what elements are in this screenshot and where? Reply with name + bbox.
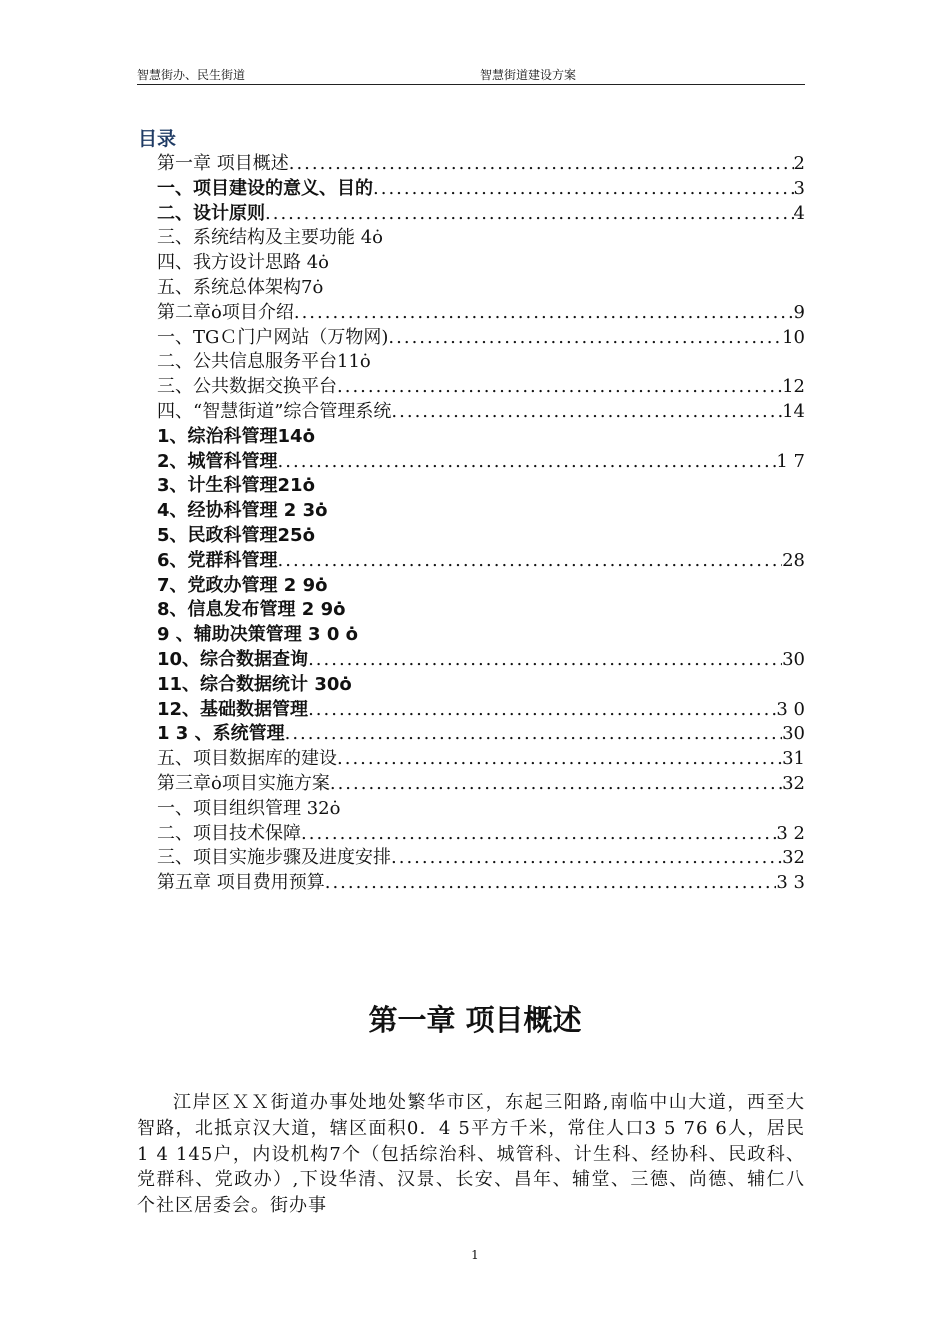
toc-entry-title: 6、党群科管理 (157, 549, 278, 571)
toc-entry-page: 32 (782, 847, 805, 869)
toc-entry-page: 32 (782, 772, 805, 794)
toc-leader-dots (301, 822, 776, 847)
toc-entry-page: 3 2 (776, 822, 805, 844)
toc-entry-page: 2 (793, 153, 805, 174)
toc-entry-title: 二、公共信息服务平台11ȯ (157, 351, 371, 373)
toc-entry-page: 12 (782, 376, 805, 398)
toc-entry-title: 二、项目技术保障 (157, 822, 301, 844)
toc-leader-dots (285, 722, 783, 747)
toc-entry-page: 3 3 (776, 872, 805, 894)
toc-entry-page: 9 (793, 301, 805, 323)
toc-entry[interactable] (157, 698, 805, 723)
toc-entry[interactable] (157, 251, 805, 276)
table-of-contents (157, 152, 805, 896)
toc-entry-title: 10、综合数据查询 (157, 648, 309, 670)
toc-entry[interactable] (157, 375, 805, 400)
toc-entry-title: 第三章ȯ项目实施方案 (157, 772, 330, 794)
toc-leader-dots (330, 772, 782, 797)
toc-entry-title: 一、项目组织管理 32ȯ (157, 797, 341, 819)
toc-entry-title: 第五章 项目费用预算 (157, 872, 325, 894)
toc-entry[interactable] (157, 152, 805, 177)
toc-leader-dots (308, 698, 776, 723)
toc-entry[interactable] (157, 524, 805, 549)
toc-entry-title: 12、基础数据管理 (157, 698, 309, 720)
toc-entry-title: 3、计生科管理21ȯ (157, 475, 315, 497)
toc-leader-dots (289, 152, 794, 177)
toc-leader-dots (294, 301, 794, 326)
toc-entry-title: 第一章 项目概述 (157, 153, 289, 174)
toc-entry[interactable] (157, 673, 805, 698)
toc-entry[interactable] (157, 400, 805, 425)
toc-entry-title: 四、我方设计思路 4ȯ (157, 252, 330, 274)
toc-entry-title: 一、项目建设的意义、目的 (157, 177, 373, 199)
toc-entry-title: 8、信息发布管理 2 9ȯ (157, 599, 346, 621)
toc-entry-page: 30 (782, 648, 805, 670)
toc-title: 目录 (138, 128, 177, 150)
toc-entry-page: 10 (782, 326, 805, 348)
toc-entry-title: 9 、辅助决策管理 3 0 ȯ (157, 624, 359, 646)
toc-entry[interactable] (157, 425, 805, 450)
toc-entry-page: 4 (793, 202, 805, 224)
toc-entry-title: 三、系统结构及主要功能 4ȯ (157, 227, 384, 249)
toc-leader-dots (391, 400, 782, 425)
toc-entry-page: 31 (782, 748, 805, 770)
toc-entry[interactable] (157, 797, 805, 822)
toc-leader-dots (308, 648, 782, 673)
toc-leader-dots (265, 202, 794, 227)
toc-leader-dots (391, 846, 782, 871)
toc-entry[interactable] (157, 871, 805, 896)
toc-entry[interactable] (157, 648, 805, 673)
toc-leader-dots (337, 747, 782, 772)
toc-entry-page: 28 (782, 549, 805, 571)
toc-entry[interactable] (157, 623, 805, 648)
toc-entry[interactable] (157, 822, 805, 847)
toc-entry[interactable] (157, 846, 805, 871)
toc-entry-title: 三、项目实施步骤及进度安排 (157, 847, 391, 869)
toc-entry[interactable] (157, 326, 805, 351)
header-right: 智慧街道建设方案 (480, 68, 577, 82)
toc-entry[interactable] (157, 722, 805, 747)
toc-entry[interactable] (157, 598, 805, 623)
toc-leader-dots (325, 871, 777, 896)
toc-entry[interactable] (157, 574, 805, 599)
toc-entry[interactable] (157, 450, 805, 475)
toc-entry-page: 30 (782, 723, 805, 745)
toc-entry-title: 五、项目数据库的建设 (157, 748, 337, 770)
toc-entry-title: 2、城管科管理 (157, 450, 278, 472)
toc-entry-title: 1 3 、系统管理 (157, 723, 285, 745)
toc-entry-page: 3 (793, 177, 805, 199)
toc-entry-title: 11、综合数据统计 30ȯ (157, 673, 352, 695)
toc-entry-title: 一、TGＣ门户网站（万物网) (157, 326, 389, 348)
toc-entry-title: 五、系统总体架构7ȯ (157, 276, 324, 298)
toc-entry-title: 4、经协科管理 2 3ȯ (157, 500, 328, 522)
toc-entry-page: 1 7 (776, 450, 805, 472)
toc-entry-page: 14 (782, 400, 805, 422)
toc-leader-dots (388, 326, 782, 351)
toc-entry[interactable] (157, 474, 805, 499)
toc-entry[interactable] (157, 499, 805, 524)
toc-entry-title: 5、民政科管理25ȯ (157, 524, 315, 546)
toc-entry-title: 1、综治科管理14ȯ (157, 425, 315, 447)
toc-entry-title: 第二章ȯ项目介绍 (157, 301, 294, 323)
toc-entry[interactable] (157, 747, 805, 772)
toc-entry[interactable] (157, 226, 805, 251)
toc-entry-title: 二、设计原则 (157, 202, 265, 224)
toc-entry[interactable] (157, 350, 805, 375)
page-number: 1 (471, 1248, 479, 1262)
toc-leader-dots (278, 549, 783, 574)
toc-leader-dots (278, 450, 777, 475)
toc-entry[interactable] (157, 772, 805, 797)
toc-entry-title: 三、公共数据交换平台 (157, 376, 337, 398)
toc-entry[interactable] (157, 549, 805, 574)
toc-entry-title: 7、党政办管理 2 9ȯ (157, 574, 328, 596)
toc-entry[interactable] (157, 276, 805, 301)
toc-leader-dots (337, 375, 782, 400)
body-paragraph: 江岸区ＸＸ街道办事处地处繁华市区，东起三阳路,南临中山大道，西至大智路，北抵京汉大道，辖区面积0．4 5平方千米，常住人口3 5 76 6人，居民1 4 145户，内设机构7个（包括综治科、城管科、计生科、经协科、民政科、党群科、党政办）,下设华清、汉景、长安、昌年、辅堂、三德、尚德、辅仁八个社区居委会。街办事 (137, 1092, 805, 1217)
page-header (137, 66, 805, 85)
toc-leader-dots (373, 177, 794, 202)
header-left: 智慧街办、民生街道 (137, 68, 246, 82)
toc-entry[interactable] (157, 202, 805, 227)
chapter-title: 第一章 项目概述 (368, 1003, 582, 1037)
toc-entry[interactable] (157, 177, 805, 202)
toc-entry[interactable] (157, 301, 805, 326)
toc-entry-title: 四、“智慧街道”综合管理系统 (157, 400, 392, 422)
toc-entry-page: 3 0 (776, 698, 805, 720)
